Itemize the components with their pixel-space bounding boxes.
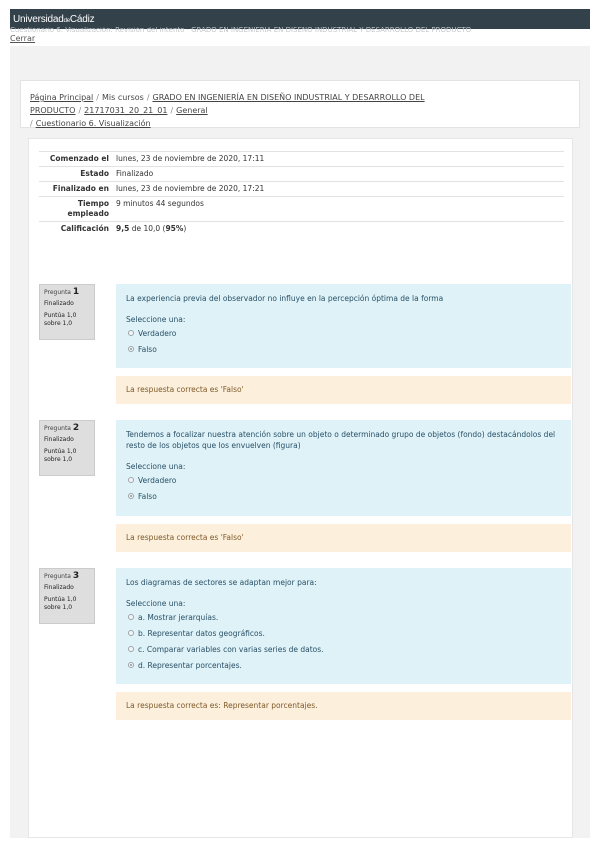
attempt-summary-table [39, 151, 564, 236]
question-3-option-b[interactable]: b. Representar datos geográficos. [126, 628, 561, 639]
question-3-option-c[interactable]: c. Comparar variables con varias series de datos. [126, 644, 561, 655]
radio-icon [128, 330, 134, 336]
question-3-option-d[interactable]: d. Representar porcentajes. [126, 660, 561, 671]
breadcrumb: Página Principal / Mis cursos / GRADO EN INGENIERÍA EN DISEÑO INDUSTRIAL Y DESARROLLO DEL PRODUCTO / 21717031_20_21_01 / General / Cuestionario 6. Visualización [20, 80, 580, 128]
summary-row-state: Estado Finalizado [39, 167, 564, 182]
question-2-option-falso[interactable]: Falso [126, 491, 561, 502]
summary-row-grade: Calificación 9,5 de 10,0 (95%) [39, 222, 564, 237]
question-2-prompt: Tendemos a focalizar nuestra atención sobre un objeto o determinado grupo de objetos (fondo) destacándolos del resto de los objetos que los envuelven (figura) [126, 430, 556, 450]
radio-selected-icon [128, 662, 134, 668]
question-1-prompt: La experiencia previa del observador no influye en la percepción óptima de la forma [126, 294, 444, 303]
summary-row-time: Tiempo empleado 9 minutos 44 segundos [39, 197, 564, 222]
radio-icon [128, 630, 134, 636]
question-2-info: Pregunta 2 Finalizado Puntúa 1,0 sobre 1,0 [39, 420, 95, 476]
radio-icon [128, 646, 134, 652]
question-3-prompt: Los diagramas de sectores se adaptan mejor para: [126, 578, 317, 587]
radio-selected-icon [128, 346, 134, 352]
breadcrumb-section-link[interactable]: General [176, 106, 208, 115]
question-3-feedback: La respuesta correcta es: Representar porcentajes. [116, 692, 571, 720]
summary-row-finished: Finalizado en lunes, 23 de noviembre de 2020, 17:21 [39, 182, 564, 197]
close-link[interactable]: Cerrar [10, 34, 36, 43]
breadcrumb-my-courses: Mis cursos [101, 93, 144, 102]
question-3-text-box: Los diagramas de sectores se adaptan mejor para: Seleccione una: a. Mostrar jerarquías. b. Representar datos geográficos. c. Comparar variables con varias series de datos. d. Representar porcentajes. [116, 568, 571, 684]
university-logo[interactable]: UniversidaddeCádiz [13, 14, 95, 25]
question-3-info: Pregunta 3 Finalizado Puntúa 1,0 sobre 1,0 [39, 568, 95, 624]
top-bar [10, 9, 590, 29]
question-1-option-verdadero[interactable]: Verdadero [126, 328, 561, 339]
question-1-feedback: La respuesta correcta es 'Falso' [116, 376, 571, 404]
page-region [10, 46, 590, 838]
breadcrumb-home-link[interactable]: Página Principal [30, 93, 94, 102]
breadcrumb-quiz-link[interactable]: Cuestionario 6. Visualización [35, 119, 151, 128]
summary-row-started: Comenzado el lunes, 23 de noviembre de 2020, 17:11 [39, 152, 564, 167]
radio-icon [128, 614, 134, 620]
question-2-feedback: La respuesta correcta es 'Falso' [116, 524, 571, 552]
question-2-option-verdadero[interactable]: Verdadero [126, 475, 561, 486]
question-1-info: Pregunta 1 Finalizado Puntúa 1,0 sobre 1,0 [39, 284, 95, 340]
question-1-text-box: La experiencia previa del observador no influye en la percepción óptima de la forma Seleccione una: Verdadero Falso [116, 284, 571, 368]
radio-selected-icon [128, 493, 134, 499]
question-3-option-a[interactable]: a. Mostrar jerarquías. [126, 612, 561, 623]
clipped-title-text: Cuestionario 6. Visualización: Revisión del intento · GRADO EN INGENIERÍA EN DISEÑO INDUSTRIAL Y DESARROLLO DEL PRODUCTO [10, 27, 472, 33]
breadcrumb-course-link[interactable]: 21717031_20_21_01 [84, 106, 168, 115]
quiz-review [28, 138, 573, 838]
breadcrumb-degree-link[interactable]: GRADO EN INGENIERÍA EN DISEÑO INDUSTRIAL Y DESARROLLO DEL PRODUCTO [30, 93, 425, 115]
question-2-text-box: Tendemos a focalizar nuestra atención sobre un objeto o determinado grupo de objetos (fondo) destacándolos del resto de los objetos que los envuelven (figura) Seleccione una: Verdadero Falso [116, 420, 571, 516]
radio-icon [128, 477, 134, 483]
question-1-option-falso[interactable]: Falso [126, 344, 561, 355]
